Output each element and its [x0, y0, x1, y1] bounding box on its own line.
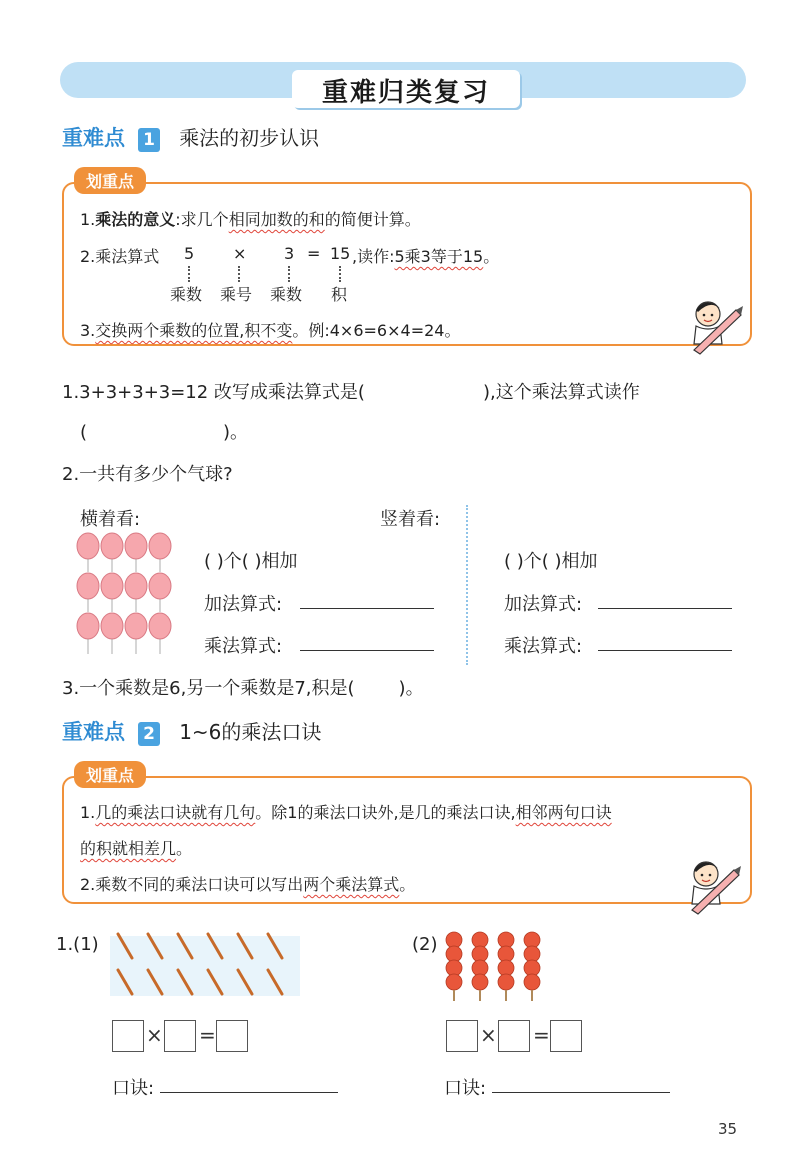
s1-point1: 1.乘法的意义:求几个相同加数的和的简便计算。 [80, 210, 421, 229]
section2-number: 2 [138, 722, 160, 746]
dots-4 [339, 266, 341, 282]
q2-h-mul-blank[interactable] [300, 650, 434, 651]
q2-v-mul-blank[interactable] [598, 650, 732, 651]
formula-b: 3 [284, 244, 295, 263]
q2-h-count: ( )个( )相加 [204, 551, 298, 572]
q2-v-mul-label: 乘法算式: [504, 636, 583, 657]
q4a-box-2[interactable] [164, 1020, 196, 1052]
q4a-eq: = [199, 1023, 216, 1047]
q2-horizontal-label: 横着看: [80, 509, 141, 530]
q4a-times: × [146, 1023, 163, 1047]
boy-with-pencil-illustration-2 [684, 856, 742, 916]
formula-eq: = [307, 244, 321, 263]
q4b-box-3[interactable] [550, 1020, 582, 1052]
part-label-1: 乘数 [170, 285, 203, 304]
q4a-box-3[interactable] [216, 1020, 248, 1052]
section1-number: 1 [138, 128, 160, 152]
q4a-kou-label: 口诀: [112, 1078, 155, 1099]
q4b-kou-label: 口诀: [444, 1078, 487, 1099]
section2-label: 重难点 [62, 720, 125, 744]
shrimp-skewers-illustration [110, 928, 300, 1004]
vertical-divider [466, 505, 468, 665]
dots-3 [288, 266, 290, 282]
page-title: 重难归类复习 [321, 78, 490, 108]
boy-with-pencil-illustration [686, 296, 744, 356]
formula-times: × [233, 244, 247, 263]
s1-point3: 3.交换两个乘数的位置,积不变。例:4×6=6×4=24。 [80, 321, 461, 340]
q1-line1: 1.3+3+3+3=12 改写成乘法算式是( ),这个乘法算式读作 [62, 382, 640, 403]
section2-title: 1~6的乘法口诀 [179, 720, 322, 744]
q4b-times: × [480, 1023, 497, 1047]
q4b-eq: = [533, 1023, 550, 1047]
s2-point1-line2: 的积就相差几。 [80, 839, 193, 858]
formula-c: 15 [330, 244, 351, 263]
q4b-kou-blank[interactable] [492, 1092, 670, 1093]
dots-1 [188, 266, 190, 282]
q2-v-add-label: 加法算式: [504, 594, 583, 615]
q2-v-add-blank[interactable] [598, 608, 732, 609]
q2-h-add-label: 加法算式: [204, 594, 283, 615]
q2-question: 2.一共有多少个气球? [62, 464, 233, 485]
q4a-box-1[interactable] [112, 1020, 144, 1052]
balloons-illustration [74, 530, 178, 660]
q4-part2-label: (2) [412, 934, 438, 955]
s2-point1-line1: 1.几的乘法口诀就有几句。除1的乘法口诀外,是几的乘法口诀,相邻两句口诀 [80, 803, 612, 822]
formula-a: 5 [184, 244, 195, 263]
part-label-4: 积 [331, 285, 348, 304]
q4a-kou-blank[interactable] [160, 1092, 338, 1093]
section2-heading [62, 716, 321, 746]
q2-h-mul-label: 乘法算式: [204, 636, 283, 657]
q4-part1-label: 1.(1) [56, 934, 99, 955]
key-points-tag-1: 划重点 [74, 167, 146, 194]
q1-line2: ( )。 [80, 422, 249, 443]
page-number: 35 [718, 1120, 738, 1138]
tanghulu-skewers-illustration [440, 928, 550, 1002]
q4b-box-1[interactable] [446, 1020, 478, 1052]
s1-point2-read: ,读作:5乘3等于15。 [352, 247, 500, 266]
q2-h-add-blank[interactable] [300, 608, 434, 609]
part-label-3: 乘数 [270, 285, 303, 304]
q3-question: 3.一个乘数是6,另一个乘数是7,积是( )。 [62, 678, 424, 699]
section1-heading [62, 122, 319, 152]
section1-label: 重难点 [62, 126, 125, 150]
s1-point2-label: 2.乘法算式 [80, 247, 160, 266]
q4b-box-2[interactable] [498, 1020, 530, 1052]
q2-vertical-label: 竖着看: [380, 509, 441, 530]
section1-title: 乘法的初步认识 [179, 126, 320, 150]
part-label-2: 乘号 [220, 285, 253, 304]
key-points-tag-2: 划重点 [74, 761, 146, 788]
s2-point2: 2.乘数不同的乘法口诀可以写出两个乘法算式。 [80, 875, 416, 894]
q2-v-count: ( )个( )相加 [504, 551, 598, 572]
dots-2 [238, 266, 240, 282]
